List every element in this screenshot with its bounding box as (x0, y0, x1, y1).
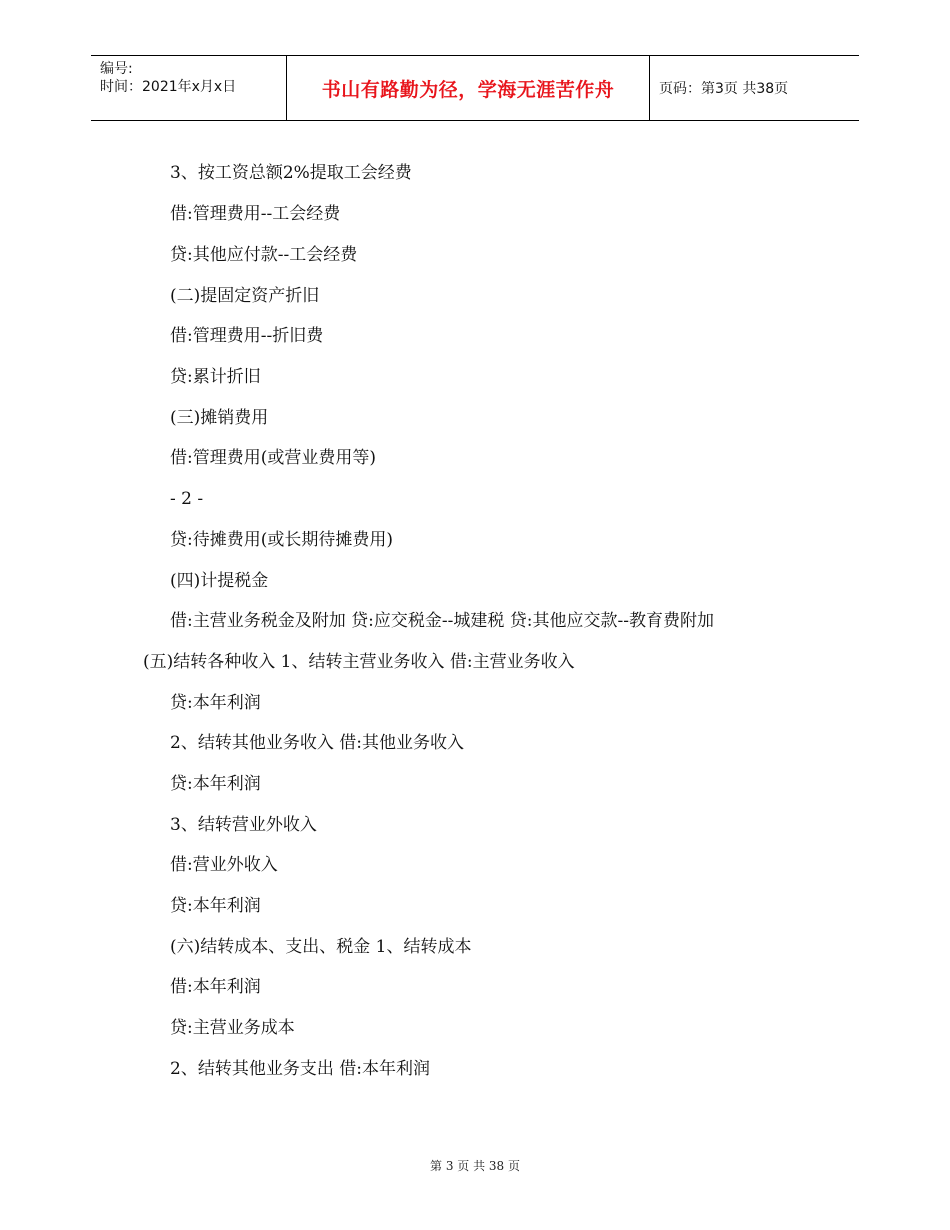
body-line: 借:本年利润 (170, 977, 261, 997)
document-time-label: 时间：2021年x月x日 (100, 79, 237, 95)
body-line: 2、结转其他业务收入 借:其他业务收入 (170, 733, 464, 753)
body-line: 借:营业外收入 (170, 855, 278, 875)
body-line: 贷:累计折旧 (170, 367, 261, 387)
body-line: 3、按工资总额2%提取工会经费 (170, 163, 412, 183)
body-line: 3、结转营业外收入 (170, 815, 317, 835)
body-line: (二)提固定资产折旧 (170, 286, 320, 306)
body-line: (三)摊销费用 (170, 408, 269, 428)
page-header (91, 55, 859, 121)
body-line: 2、结转其他业务支出 借:本年利润 (170, 1059, 430, 1079)
body-line: 借:主营业务税金及附加 贷:应交税金--城建税 贷:其他应交款--教育费附加 (170, 611, 714, 631)
inline-page-marker: - 2 - (170, 489, 204, 509)
body-line: 贷:主营业务成本 (170, 1018, 295, 1038)
header-motto: 书山有路勤为径，学海无涯苦作舟 (287, 56, 650, 120)
body-line: 贷:待摊费用(或长期待摊费用) (170, 530, 393, 550)
body-line: 贷:本年利润 (170, 693, 261, 713)
body-line: (五)结转各种收入 1、结转主营业务收入 借:主营业务收入 (143, 652, 575, 672)
body-line: 贷:本年利润 (170, 774, 261, 794)
body-line: (四)计提税金 (170, 571, 269, 591)
body-line: 借:管理费用--折旧费 (170, 326, 324, 346)
body-line: 借:管理费用(或营业费用等) (170, 448, 376, 468)
header-page-number: 页码：第3页 共38页 (659, 81, 789, 97)
body-line: 贷:其他应付款--工会经费 (170, 245, 358, 265)
body-line: 贷:本年利润 (170, 896, 261, 916)
body-line: 借:管理费用--工会经费 (170, 204, 341, 224)
header-info-cell (91, 56, 287, 120)
page-footer: 第 3 页 共 38 页 (430, 1159, 520, 1173)
body-line: (六)结转成本、支出、税金 1、结转成本 (170, 937, 472, 957)
document-number-label: 编号: (100, 61, 133, 77)
